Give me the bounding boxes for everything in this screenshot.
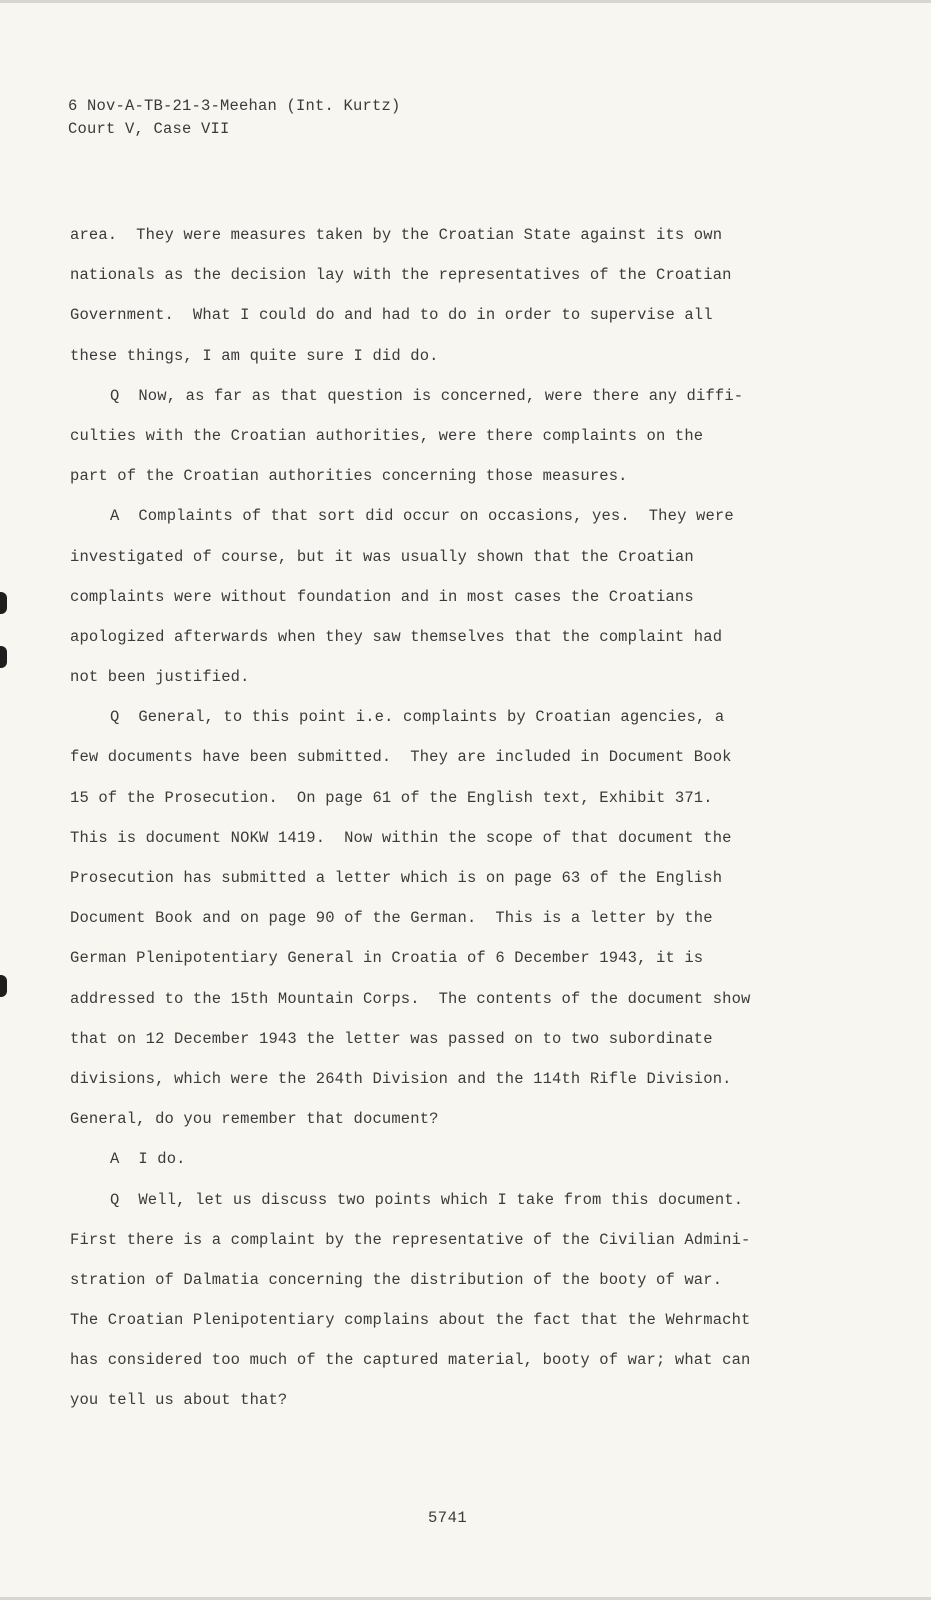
transcript-line: not been justified. [70, 668, 250, 687]
transcript-line: Q Now, as far as that question is concerned, were there any diffi- [110, 386, 744, 405]
page-number: 5741 [428, 1509, 468, 1527]
transcript-line: General, do you remember that document? [70, 1110, 439, 1129]
transcript-line: apologized afterwards when they saw themselves that the complaint had [70, 627, 723, 646]
transcript-line: Prosecution has submitted a letter which is on page 63 of the English [70, 869, 723, 887]
transcript-line: complaints were without foundation and in most cases the Croatians [70, 587, 694, 606]
transcript-line: culties with the Croatian authorities, were there complaints on the [70, 426, 704, 445]
transcript-line: these things, I am quite sure I did do. [70, 346, 439, 365]
transcript-line: German Plenipotentiary General in Croatia of 6 December 1943, it is [70, 949, 704, 968]
transcript-line: nationals as the decision lay with the representatives of the Croatian [70, 266, 732, 285]
transcript-line: Q Well, let us discuss two points which I take from this document. [110, 1190, 744, 1209]
transcript-line: First there is a complaint by the representative of the Civilian Admini- [70, 1230, 751, 1249]
transcript-line: that on 12 December 1943 the letter was passed on to two subordinate [70, 1029, 713, 1048]
transcript-line: 15 of the Prosecution. On page 61 of the English text, Exhibit 371. [70, 788, 713, 807]
transcript-line: This is document NOKW 1419. Now within the scope of that document the [70, 828, 732, 847]
transcript-line: Document Book and on page 90 of the German. This is a letter by the [70, 909, 713, 928]
transcript-line: has considered too much of the captured material, booty of war; what can [70, 1351, 751, 1370]
transcript-line: part of the Croatian authorities concerning those measures. [70, 467, 628, 486]
transcript-line: addressed to the 15th Mountain Corps. The contents of the document show [70, 989, 751, 1008]
transcript-line: stration of Dalmatia concerning the distribution of the booty of war. [70, 1270, 723, 1289]
page-edge-top [0, 0, 931, 3]
transcript-line: you tell us about that? [70, 1391, 288, 1410]
document-header [68, 95, 401, 141]
transcript-line: The Croatian Plenipotentiary complains about the fact that the Wehrmacht [70, 1311, 751, 1330]
transcript-line: A Complaints of that sort did occur on occasions, yes. They were [110, 507, 734, 526]
transcript-line: A I do. [110, 1150, 186, 1169]
header-session-line: 6 Nov-A-TB-21-3-Meehan (Int. Kurtz) [68, 97, 401, 115]
transcript-body [70, 215, 870, 1421]
punch-hole-upper [0, 592, 7, 614]
transcript-line: area. They were measures taken by the Croatian State against its own [70, 226, 723, 244]
transcript-line: investigated of course, but it was usually shown that the Croatian [70, 547, 694, 566]
punch-hole-middle [0, 646, 7, 668]
transcript-line: Q General, to this point i.e. complaints by Croatian agencies, a [110, 708, 725, 727]
transcript-line: divisions, which were the 264th Division and the 114th Rifle Division. [70, 1069, 732, 1088]
header-court-line: Court V, Case VII [68, 120, 230, 138]
transcript-line: few documents have been submitted. They are included in Document Book [70, 748, 732, 767]
punch-hole-lower [0, 975, 7, 997]
transcript-line: Government. What I could do and had to do in order to supervise all [70, 306, 713, 325]
